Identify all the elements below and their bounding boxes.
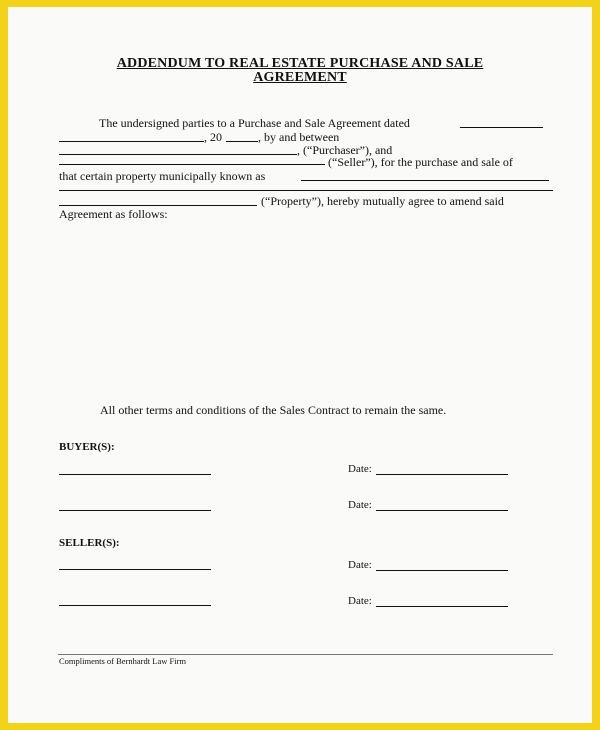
seller-signature-2[interactable] [59, 605, 211, 606]
buyer-date-2[interactable] [376, 510, 508, 511]
title-line-1: ADDENDUM TO REAL ESTATE PURCHASE AND SALE [116, 56, 484, 71]
seller-signature-1[interactable] [59, 569, 211, 570]
paragraph-line-5: that certain property municipally known as [59, 169, 266, 183]
date-label: Date: [348, 463, 372, 475]
date-label: Date: [348, 595, 372, 607]
paragraph-line-3-end: , (“Purchaser”), and [297, 143, 393, 157]
blank-property-address[interactable] [301, 180, 549, 181]
footer-divider [58, 654, 553, 655]
blank-seller[interactable] [59, 164, 325, 165]
paragraph-line-1: The undersigned parties to a Purchase and Sale Agreement dated [99, 116, 410, 130]
buyer-signature-1[interactable] [59, 474, 211, 475]
document-page [8, 7, 592, 723]
blank-agreement-date[interactable] [460, 127, 543, 128]
buyer-signature-2[interactable] [59, 510, 211, 511]
seller-date-1[interactable] [376, 570, 508, 571]
blank-purchaser[interactable] [59, 154, 297, 155]
blank-year[interactable] [226, 141, 258, 142]
date-label: Date: [348, 559, 372, 571]
buyers-label: BUYER(S): [59, 441, 115, 453]
paragraph-line-7: Agreement as follows: [59, 207, 168, 221]
buyer-date-1[interactable] [376, 474, 508, 475]
title-line-2: AGREEMENT [253, 70, 347, 85]
other-terms-text: All other terms and conditions of the Sales Contract to remain the same. [100, 403, 447, 417]
paragraph-line-6-end: (“Property”), hereby mutually agree to amend said [261, 194, 504, 208]
paragraph-line-4-end: (“Seller”), for the purchase and sale of [328, 155, 513, 169]
blank-property-address-2[interactable] [59, 190, 553, 191]
blank-property-address-3[interactable] [59, 205, 257, 206]
paragraph-line-2-end: , by and between [258, 130, 340, 144]
seller-date-2[interactable] [376, 606, 508, 607]
blank-date-day[interactable] [59, 141, 204, 142]
date-label: Date: [348, 499, 372, 511]
footer-text: Compliments of Bernhardt Law Firm [59, 656, 187, 666]
sellers-label: SELLER(S): [59, 537, 120, 549]
paragraph-year-prefix: , 20 [204, 130, 222, 144]
